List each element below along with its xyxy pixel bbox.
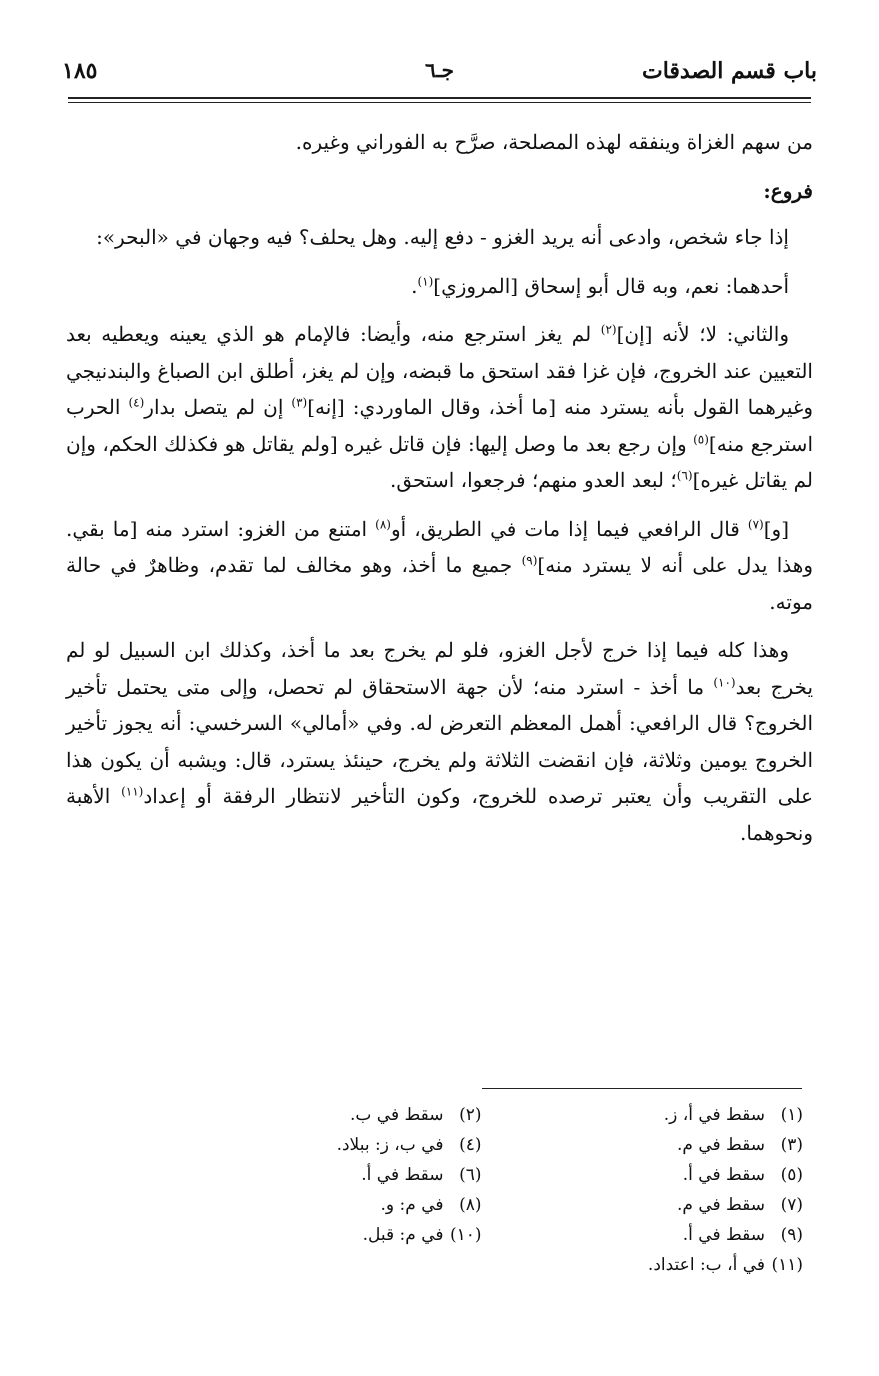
footnote-number: (١) [780,1105,803,1125]
footnote-number: (٣) [780,1135,803,1155]
footnote-separator [482,1088,802,1089]
paragraph: من سهم الغزاة وينفقه لهذه المصلحة، صرَّح به الفوراني وغيره. [295,130,813,154]
footnote-text: في أ، ب: اعتداد. [647,1255,765,1275]
footnote-item [502,1250,804,1280]
footnote-number: (١٠) [449,1225,482,1245]
footnote-text: في ب، ز: ببلاد. [336,1135,444,1155]
paragraph: وهذا كله فيما إذا خرج لأجل الغزو، فلو لم يخرج بعد ما أخذ، وكذلك ابن السبيل لو لم يخرج بعد$^{(١٠)}$ ما أخذ - استرد منه؛ لأن جهة الاستحقاق لم تحصل، وإلى متى يحتمل تأخير الخروج؟ قال الرافعي: أهمل المعظم التعرض له. وفي «أمالي» السرخسي: أنه يجوز تأخير الخروج يومين وثلاثة، فإن انقضت الثلاثة ولم يخرج، حينئذ يسترد، قال: ويشبه أن يكون هذا على التقريب وأن يعتبر ترصده للخروج، وكون التأخير لانتظار الرفقة أو إعداد$^{(١١)}$ الأهبة ونحوهما. [66,638,814,845]
volume-label: جـ٦ [425,58,454,82]
header-rule-thin [68,102,811,103]
footnotes [180,1100,803,1280]
footnote-number: (٥) [780,1165,803,1185]
footnote-item [502,1160,804,1190]
footnote-text: في م: قبل. [362,1225,444,1245]
footnote-item [502,1190,804,1220]
footnote-number: (٨) [459,1195,482,1215]
paragraph: أحدهما: نعم، وبه قال أبو إسحاق [المروزي]$^{(١)}$. [411,273,789,298]
footnote-number: (١١) [771,1255,803,1275]
footnote-marker: (٣) [291,395,308,410]
chapter-title: باب قسم الصدقات [641,58,817,84]
footnote-text: سقط في أ. [682,1165,765,1185]
footnote-item [180,1160,482,1190]
footnote-grid [180,1100,803,1280]
footnote-number: (٩) [780,1225,803,1245]
footnote-number: (٤) [459,1135,482,1155]
footnote-item [180,1190,482,1220]
footnote-item [502,1220,804,1250]
footnote-marker: (٥) [693,431,709,446]
paragraph: [و]$^{(٧)}$ قال الرافعي فيما إذا مات في الطريق، أو$^{(٨)}$ امتنع من الغزو: استرد منه [ما بقي. وهذا يدل على أنه لا يسترد منه]$^{(٩)}$ جميع ما أخذ، وهو مخالف لما تقدم، وظاهرٌ في حالة موته. [66,516,813,614]
footnote-marker: (٩) [521,553,538,568]
footnote-item [180,1100,482,1130]
paragraph: فروع: [763,178,813,203]
footnote-number: (٧) [780,1195,803,1215]
footnote-text: سقط في م. [676,1195,765,1215]
footnote-marker: (٢) [600,322,617,337]
footnote-marker: (٤) [128,395,145,410]
page-header [62,52,817,96]
paragraph: والثاني: لا؛ لأنه [إن]$^{(٢)}$ لم يغز استرجع منه، وأيضا: فالإمام هو الذي يعينه ويعطيه بعد التعيين عند الخروج، فإن غزا فقد استحق ما قبضه، وإن لم يغز، أطلق ابن الصباغ والبندنيجي وغيرهما القول بأنه يسترد منه [ما أخذ، وقال الماوردي: [إنه]$^{(٣)}$ إن لم يتصل بدار$^{(٤)}$ الحرب استرجع منه]$^{(٥)}$ وإن رجع بعد ما وصل إليها: فإن قاتل غيره [ولم يقاتل هو فكذلك الحكم، وإن لم يقاتل غيره]$^{(٦)}$؛ لبعد العدو منهم؛ فرجعوا، استحق. [66,322,814,492]
page-number: ١٨٥ [62,58,98,84]
footnote-marker: (١) [417,273,434,288]
paragraph: إذا جاء شخص، وادعى أنه يريد الغزو - دفع إليه. وهل يحلف؟ فيه وجهان في «البحر»: [96,225,789,249]
footnote-item [180,1220,482,1250]
footnote-marker: (١١) [121,784,144,799]
footnote-text: سقط في أ. [361,1165,444,1185]
footnote-number: (٦) [459,1165,482,1185]
footnote-item [502,1130,804,1160]
footnote-marker: (١٠) [713,674,736,689]
header-rule-thick [68,97,811,99]
footnote-text: سقط في أ. [682,1225,765,1245]
footnote-text: في م: و. [380,1195,444,1215]
footnote-text: سقط في أ، ز. [663,1105,765,1125]
footnote-marker: (٨) [375,516,391,531]
footnote-number: (٢) [459,1105,482,1125]
footnote-text: سقط في م. [676,1135,765,1155]
footnote-marker: (٦) [676,468,693,483]
footnote-marker: (٧) [747,516,764,531]
footnote-item [502,1100,804,1130]
body-text [66,124,813,863]
footnote-item [180,1130,482,1160]
footnote-text: سقط في ب. [350,1105,444,1125]
